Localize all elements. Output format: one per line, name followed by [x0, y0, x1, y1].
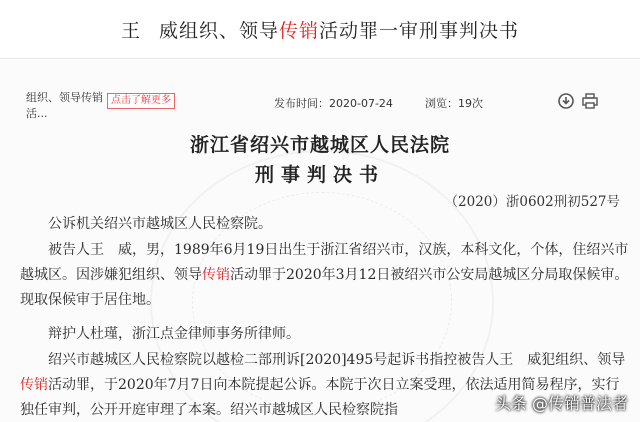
- download-icon[interactable]: [557, 92, 575, 110]
- court-name: 浙江省绍兴市越城区人民法院: [189, 134, 450, 156]
- paragraph-defendant: [20, 238, 630, 313]
- learn-more-button[interactable]: 点击了解更多: [107, 93, 175, 109]
- breadcrumb[interactable]: 组织、领导传销活...: [26, 91, 103, 120]
- title-suffix: 活动罪一审刑事判决书: [319, 19, 520, 42]
- paragraph-defender: 辩护人杜瑾，浙江点金律师事务所律师。: [48, 326, 300, 342]
- document-area: [0, 60, 640, 422]
- title-name: 王: [120, 19, 141, 42]
- print-icon[interactable]: [581, 92, 599, 110]
- indictment-text-a: 绍兴市越城区人民检察院以越检二部刑诉[2020]495号起诉书指控被告人王 威犯组织、领导: [48, 352, 626, 368]
- indictment-highlight: 传销: [20, 377, 48, 393]
- document-type: 刑事判决书: [254, 164, 385, 186]
- title-highlight: 传销: [279, 19, 320, 42]
- defendant-highlight: 传销: [202, 267, 230, 283]
- indictment-text-b: 活动罪，于2020年7月7日向本院提起公诉。本院于次日立案受理，依法适用简易程序，实行独任审判，公开开庭审理了本案。绍兴市越城区人民检察院指: [20, 377, 620, 418]
- case-number: （2020）浙0602刑初527号: [444, 194, 620, 210]
- title-middle: 威组织、领导: [158, 19, 279, 42]
- page-title: [121, 16, 519, 43]
- defendant-text-b: 活动罪于2020年3月12日被绍兴市公安局越城区分局取保候审。现取保候审于居住地。: [20, 267, 629, 308]
- defendant-text-a: 被告人王 威，男，1989年6月19日出生于浙江省绍兴市，汉族，本科文化，个体，住绍兴市越城区。因涉嫌犯组织、领导: [20, 242, 629, 283]
- meta-bar: [0, 90, 640, 124]
- watermark-text: 头条 @传销普法者: [494, 394, 628, 413]
- view-count: 浏览：19次: [425, 97, 483, 110]
- paragraph-prosecutor: 公诉机关绍兴市越城区人民检察院。: [48, 216, 272, 232]
- publish-date: 发布时间：2020-07-24: [274, 97, 393, 110]
- title-bar: [0, 0, 640, 59]
